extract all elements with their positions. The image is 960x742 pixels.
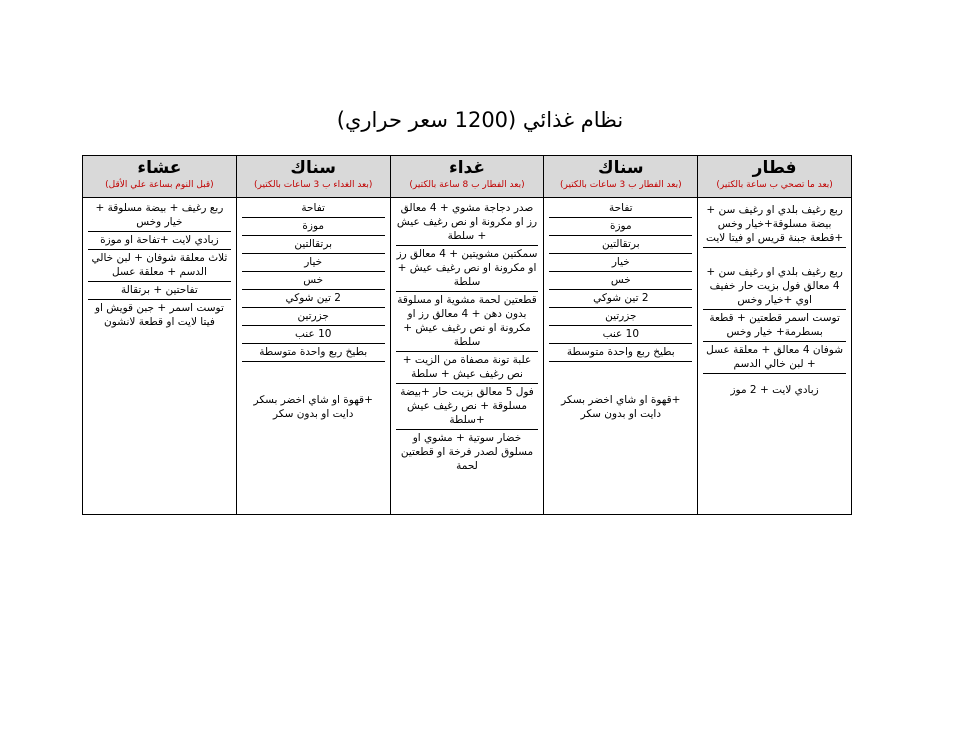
snack-option: جزرتين [242, 308, 385, 326]
meal-option: قطعتين لحمة مشوية او مسلوقة بدون دهن + 4 معالق رز او مكرونة او نص رغيف عيش + سلطة [396, 292, 539, 352]
column-title: سناك [598, 158, 644, 178]
column-title: فطار [752, 158, 797, 178]
column-header [698, 156, 851, 198]
diet-plan-table [82, 155, 852, 515]
meal-option: علبة تونة مصفاة من الزيت + نص رغيف عيش + سلطة [396, 352, 539, 384]
column-title: عشاء [137, 158, 182, 178]
column-title: سناك [290, 158, 337, 178]
snack-option: خيار [549, 254, 692, 272]
column-header [391, 156, 544, 198]
meal-option: فول 5 معالق بزيت حار +بيضة مسلوقة + نص رغيف عيش +سلطة [396, 384, 539, 430]
column-title: غداء [449, 158, 485, 178]
snack-option: 10 عنب [549, 326, 692, 344]
column-header [237, 156, 390, 198]
column-timing-note: (بعد ما تصحي ب ساعة بالكتير) [716, 180, 833, 190]
meal-option: شوفان 4 معالق + معلقة عسل + لبن خالي الدسم [703, 342, 846, 374]
column-dinner [83, 156, 236, 514]
snack-option: خس [242, 272, 385, 290]
snack-option: بطيخ ربع واحدة متوسطة [242, 344, 385, 362]
snack-option: موزة [242, 218, 385, 236]
meal-option: توست اسمر قطعتين + قطعة بسطرمة+ خيار وخس [703, 310, 846, 342]
snack-option: برتقالتين [242, 236, 385, 254]
column-timing-note: (قبل النوم بساعة علي الأقل) [105, 180, 214, 190]
column-lunch [390, 156, 544, 514]
meal-option: ربع رغيف بلدي او رغيف سن + 4 معالق فول بزيت حار خفيف اوي +خيار وخس [703, 264, 846, 310]
column-snack-1 [543, 156, 697, 514]
snack-option: خس [549, 272, 692, 290]
meal-option: توست اسمر + جبن قويش او فيتا لايت او قطعة لانشون [94, 302, 224, 328]
meal-option: ثلاث معلقة شوفان + لبن خالي الدسم + معلقة عسل [88, 250, 231, 282]
column-timing-note: (بعد الغداء ب 3 ساعات بالكتير) [254, 180, 373, 190]
snack-option: تفاحة [549, 200, 692, 218]
drink-note: +قهوة او شاي اخضر بسكر دايت او بدون سكر [561, 394, 681, 420]
column-snack-2 [236, 156, 390, 514]
snack-option: تفاحة [242, 200, 385, 218]
page-title: نظام غذائي (1200 سعر حراري) [336, 108, 624, 132]
meal-option: ربع رغيف بلدي او رغيف سن + بيضة مسلوقة+خيار وخس +قطعة جبنة قريس او فيتا لايت [703, 202, 846, 248]
column-header [544, 156, 697, 198]
meal-option: زبادي لايت + 2 موز [730, 384, 819, 396]
snack-option: جزرتين [549, 308, 692, 326]
column-breakfast [697, 156, 851, 514]
meal-option: ربع رغيف + بيضة مسلوقة + خيار وخس [88, 200, 231, 232]
snack-option: 10 عنب [242, 326, 385, 344]
snack-option: 2 تين شوكي [549, 290, 692, 308]
snack-option: خيار [242, 254, 385, 272]
snack-option: برتقالتين [549, 236, 692, 254]
meal-option: تفاحتين + برتقالة [88, 282, 231, 300]
snack-option: موزة [549, 218, 692, 236]
meal-option: سمكتين مشويتين + 4 معالق رز او مكرونة او نص رغيف عيش + سلطة [396, 246, 539, 292]
meal-option: خضار سوتية + مشوي او مسلوق لصدر فرخة او قطعتين لحمة [400, 432, 534, 472]
column-header [83, 156, 236, 198]
column-timing-note: (بعد الفطار ب 8 ساعة بالكتير) [409, 180, 525, 190]
meal-option: زبادي لايت +تفاحة او موزة [88, 232, 231, 250]
drink-note: +قهوة او شاي اخضر بسكر دايت او بدون سكر [253, 394, 373, 420]
snack-option: بطيخ ربع واحدة متوسطة [549, 344, 692, 362]
column-timing-note: (بعد الفطار ب 3 ساعات بالكتير) [560, 180, 682, 190]
snack-option: 2 تين شوكي [242, 290, 385, 308]
meal-option: صدر دجاجة مشوي + 4 معالق رز او مكرونة او نص رغيف عيش + سلطة [396, 200, 539, 246]
